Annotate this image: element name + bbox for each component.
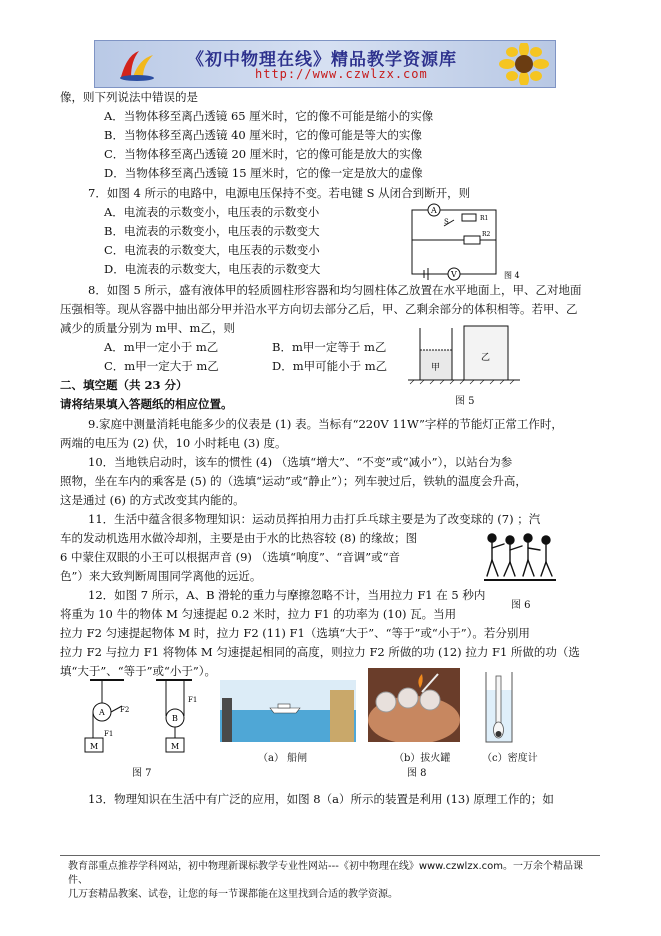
fig7-m-label-b: M <box>171 742 180 751</box>
text-line: 6 中蒙住双眼的小王可以根据声音 (9) （选填“响度”、“音调”或“音 <box>60 550 400 564</box>
section-instruction: 请将结果填入答题纸的相应位置。 <box>60 397 233 411</box>
fig7-f2-label: F2 <box>120 706 130 714</box>
fig7-f1-top-label: F1 <box>188 696 198 704</box>
text-line: 拉力 F2 与拉力 F1 将物体 M 匀速提起相同的高度，则拉力 F2 所做的功 (12) 拉力 F1 所做的功（选 <box>60 645 580 659</box>
fig8-caption: 图 8 <box>407 768 427 779</box>
option-d: D．当物体移至离凸透镜 15 厘米时，它的像一定是放大的虚像 <box>104 166 423 180</box>
text-line: 两端的电压为 (2) 伏，10 小时耗电 (3) 度。 <box>60 436 287 450</box>
fig4-voltmeter-label: V <box>451 270 457 279</box>
q8-option-a: A．m甲一定小于 m乙 <box>104 340 219 354</box>
option-c: C．当物体移至离凸透镜 20 厘米时，它的像可能是放大的实像 <box>104 147 423 161</box>
sunflower-icon <box>499 43 549 85</box>
header-banner <box>94 40 556 88</box>
question-13: 13．物理知识在生活中有广泛的应用，如图 8（a）所示的装置是利用 (13) 原理工作的；如 <box>88 792 554 806</box>
text-line: 色”）来大致判断周围同学离他的远近。 <box>60 569 262 583</box>
text-line: 照物，坐在车内的乘客是 (5) 的（选填“运动”或“静止”）；列车驶过后，铁轨的温度会升高， <box>60 474 527 488</box>
site-logo-icon <box>117 47 157 83</box>
q7-option-c: C．电流表的示数变大，电压表的示数变小 <box>104 243 320 257</box>
text-line: 这是通过 (6) 的方式改变其内能的。 <box>60 493 245 507</box>
text-line: 减少的质量分别为 m甲、m乙，则 <box>60 321 235 335</box>
section-heading: 二、填空题（共 23 分） <box>60 378 188 392</box>
fig7-a-label: A <box>99 708 105 717</box>
question-9: 9.家庭中测量消耗电能多少的仪表是 (1) 表。当标有“220V 11W”字样的节能灯正常工作时， <box>88 417 563 431</box>
banner-title: 《初中物理在线》精品教学资源库 <box>187 50 457 70</box>
footer-line-1: 教育部重点推荐学科网站，初中物理新课标教学专业性网站---《初中物理在线》www.czwlzx.com。一万余个精品课件、 <box>68 861 584 886</box>
q8-option-d: D．m甲可能小于 m乙 <box>272 359 388 373</box>
fig5-caption: 图 5 <box>455 396 475 407</box>
fig4-caption: 图 4 <box>504 271 520 280</box>
figure-7-pulleys <box>80 676 220 756</box>
figure-6-children <box>482 528 558 588</box>
q7-option-b: B．电流表的示数变小，电压表的示数变大 <box>104 224 320 238</box>
fig7-caption: 图 7 <box>132 768 152 779</box>
q7-option-d: D．电流表的示数变大，电压表的示数变大 <box>104 262 321 276</box>
question-11: 11．生活中蕴含很多物理知识：运动员挥拍用力击打乒乓球主要是为了改变球的 (7) ；汽 <box>88 512 541 526</box>
fig7-m-label-a: M <box>90 742 99 751</box>
figure-8a-ship-lock <box>220 680 356 742</box>
text-line: 像，则下列说法中错误的是 <box>60 90 198 104</box>
footer-divider <box>60 855 600 856</box>
text-line: 压强相等。现从容器中抽出部分甲并沿水平方向切去部分乙后，甲、乙剩余部分的体积相等。若甲、乙 <box>60 302 578 316</box>
option-a: A．当物体移至离凸透镜 65 厘米时，它的像不可能是缩小的实像 <box>104 109 434 123</box>
text-line: 车的发动机选用水做冷却剂，主要是由于水的比热容较 (8) 的缘故；图 <box>60 531 418 545</box>
figure-4-circuit <box>404 202 524 284</box>
question-8: 8．如图 5 所示，盛有液体甲的轻质圆柱形容器和均匀圆柱体乙放置在水平地面上，甲、乙对地面 <box>88 283 582 297</box>
q7-option-a: A．电流表的示数变小，电压表的示数变小 <box>104 205 320 219</box>
banner-url[interactable]: http://www.czwlzx.com <box>255 67 428 81</box>
text-line: 拉力 F2 匀速提起物体 M 时，拉力 F2 (11) F1（选填“大于”、“等于”或“小于”）。若分别用 <box>60 626 530 640</box>
q8-option-c: C．m甲一定大于 m乙 <box>104 359 219 373</box>
fig4-ammeter-label: A <box>431 206 437 215</box>
question-10: 10．当地铁启动时，该车的惯性 (4) （选填“增大”、“不变”或“减小”），以站台为参 <box>88 455 513 469</box>
text-line: 填“大于”、“等于”或“小于”）。 <box>60 664 217 678</box>
question-12: 12．如图 7 所示，A、B 滑轮的重力与摩擦忽略不计，当用拉力 F1 在 5 秒内 <box>88 588 486 602</box>
fig4-r1-label: R1 <box>480 215 489 222</box>
text-line: 将重为 10 牛的物体 M 匀速提起 0.2 米时，拉力 F1 的功率为 (10) 瓦。当用 <box>60 607 457 621</box>
fig8b-caption: （b）拔火罐 <box>394 753 451 764</box>
q8-option-b: B．m甲一定等于 m乙 <box>272 340 387 354</box>
fig5-jia-label: 甲 <box>431 363 441 373</box>
fig7-b-label: B <box>172 714 178 723</box>
fig4-switch-label: S <box>444 218 449 226</box>
option-b: B．当物体移至离凸透镜 40 厘米时，它的像可能是等大的实像 <box>104 128 422 142</box>
question-7: 7．如图 4 所示的电路中，电源电压保持不变。若电键 S 从闭合到断开，则 <box>88 186 471 200</box>
footer-line-2: 几万套精品教案、试卷，让您的每一节课都能在这里找到合适的教学资源。 <box>68 889 398 900</box>
footer <box>68 860 598 902</box>
figure-5-containers <box>406 322 524 388</box>
fig8c-caption: （c）密度计 <box>482 753 538 764</box>
fig6-caption: 图 6 <box>511 600 531 611</box>
figure-8c-hydrometer <box>480 670 520 746</box>
fig7-f1-side-label: F1 <box>104 730 114 738</box>
fig5-yi-label: 乙 <box>481 353 491 363</box>
fig4-r2-label: R2 <box>482 231 491 238</box>
figure-8b-cupping <box>368 668 460 742</box>
fig8a-caption: （a） 船闸 <box>258 753 308 764</box>
